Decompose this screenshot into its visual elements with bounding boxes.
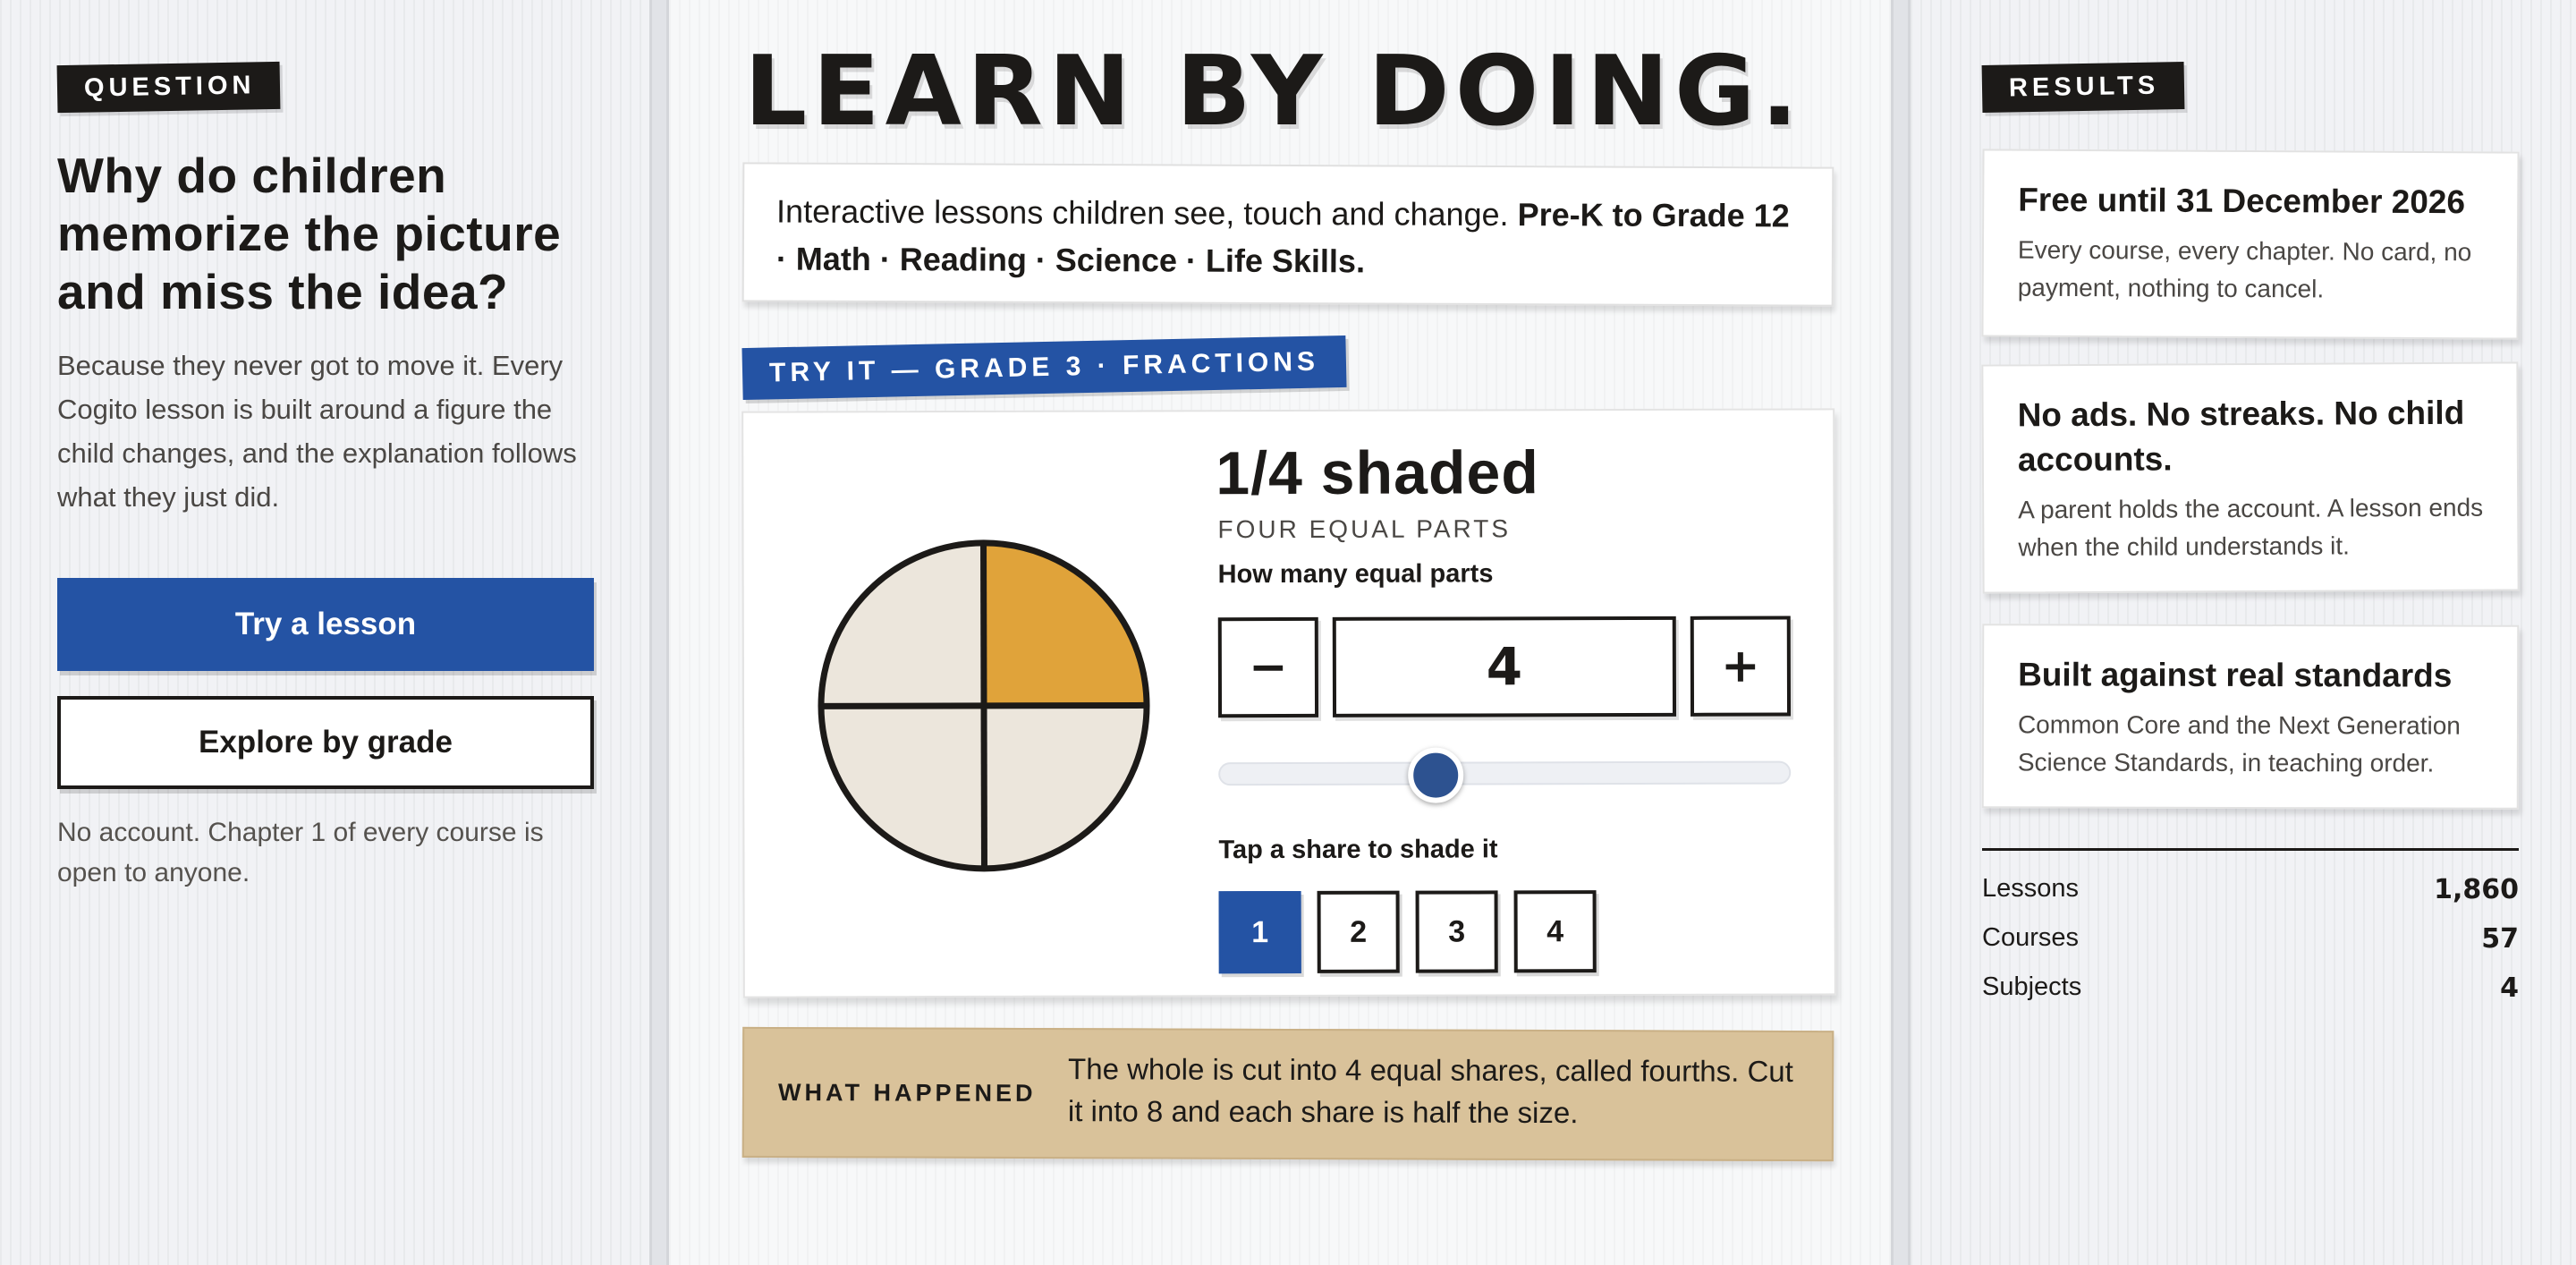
explore-by-grade-button[interactable]: Explore by grade bbox=[57, 696, 594, 789]
question-tag: QUESTION bbox=[57, 62, 281, 113]
stat-value: 57 bbox=[2481, 923, 2519, 955]
stat-value: 1,860 bbox=[2434, 874, 2519, 905]
stats-list bbox=[1982, 848, 2519, 1022]
question-body: Because they never got to move it. Every Cogito lesson is built around a figure the child changes, and the explanation follows what they just did. bbox=[57, 350, 577, 513]
try-lesson-button[interactable]: Try a lesson bbox=[57, 578, 594, 671]
parts-slider-thumb[interactable] bbox=[1408, 747, 1463, 802]
result-card bbox=[1981, 361, 2519, 593]
result-card-body: Every course, every chapter. No card, no payment, nothing to cancel. bbox=[2017, 235, 2472, 303]
stat-row bbox=[1982, 972, 2519, 1022]
column-divider bbox=[649, 0, 669, 1265]
parts-label: How many equal parts bbox=[1217, 559, 1494, 590]
share-button-1[interactable]: 1 bbox=[1219, 891, 1301, 973]
stat-label: Lessons bbox=[1982, 874, 2080, 903]
increase-parts-button[interactable]: + bbox=[1690, 616, 1791, 717]
result-card-title: Free until 31 December 2026 bbox=[2018, 181, 2466, 221]
result-card bbox=[1982, 624, 2520, 810]
question-note: No account. Chapter 1 of every course is open to anyone. bbox=[57, 818, 544, 887]
stat-row bbox=[1982, 874, 2519, 923]
try-it-tag: TRY IT — GRADE 3 · FRACTIONS bbox=[741, 335, 1346, 400]
question-title: Why do children memorize the picture and miss the idea? bbox=[57, 148, 562, 319]
share-button-3[interactable]: 3 bbox=[1416, 890, 1498, 972]
stat-label: Courses bbox=[1982, 923, 2079, 952]
what-happened-text: The whole is cut into 4 equal shares, called fourths. Cut it into 8 and each share is half the size. bbox=[1067, 1052, 1793, 1130]
intro-card bbox=[742, 162, 1835, 306]
intro-grades-subjects: Pre-K to Grade 12 · Math · Reading · Science · Life Skills. bbox=[775, 196, 1790, 280]
result-card-title: Built against real standards bbox=[2018, 656, 2453, 694]
stat-value: 4 bbox=[2500, 972, 2519, 1004]
tap-share-label: Tap a share to shade it bbox=[1218, 835, 1498, 865]
results-tag: RESULTS bbox=[1982, 62, 2185, 113]
result-card-body: Common Core and the Next Generation Science Standards, in teaching order. bbox=[2017, 710, 2461, 777]
stat-row bbox=[1982, 923, 2519, 972]
result-card bbox=[1981, 149, 2519, 339]
stat-label: Subjects bbox=[1982, 972, 2082, 1001]
result-card-body: A parent holds the account. A lesson ends when the child understands it. bbox=[2018, 493, 2484, 562]
parts-value[interactable]: 4 bbox=[1333, 616, 1676, 717]
share-button-4[interactable]: 4 bbox=[1514, 890, 1597, 972]
column-divider bbox=[1891, 0, 1911, 1265]
fraction-demo-panel bbox=[741, 408, 1836, 998]
fraction-subtitle: FOUR EQUAL PARTS bbox=[1217, 514, 1512, 544]
what-happened-box bbox=[742, 1027, 1835, 1161]
pie-divider bbox=[821, 705, 1147, 706]
parts-slider-track[interactable] bbox=[1218, 761, 1791, 786]
fraction-pie[interactable] bbox=[816, 537, 1153, 874]
share-button-2[interactable]: 2 bbox=[1318, 891, 1400, 973]
result-card-title: No ads. No streaks. No child accounts. bbox=[2017, 394, 2465, 479]
fraction-title: 1/4 shaded bbox=[1216, 438, 1539, 508]
hero-title: LEARN BY DOING. bbox=[744, 36, 1804, 148]
what-happened-label: WHAT HAPPENED bbox=[777, 1079, 1037, 1108]
intro-text: Interactive lessons children see, touch and change. bbox=[776, 192, 1509, 233]
decrease-parts-button[interactable]: − bbox=[1218, 617, 1318, 717]
